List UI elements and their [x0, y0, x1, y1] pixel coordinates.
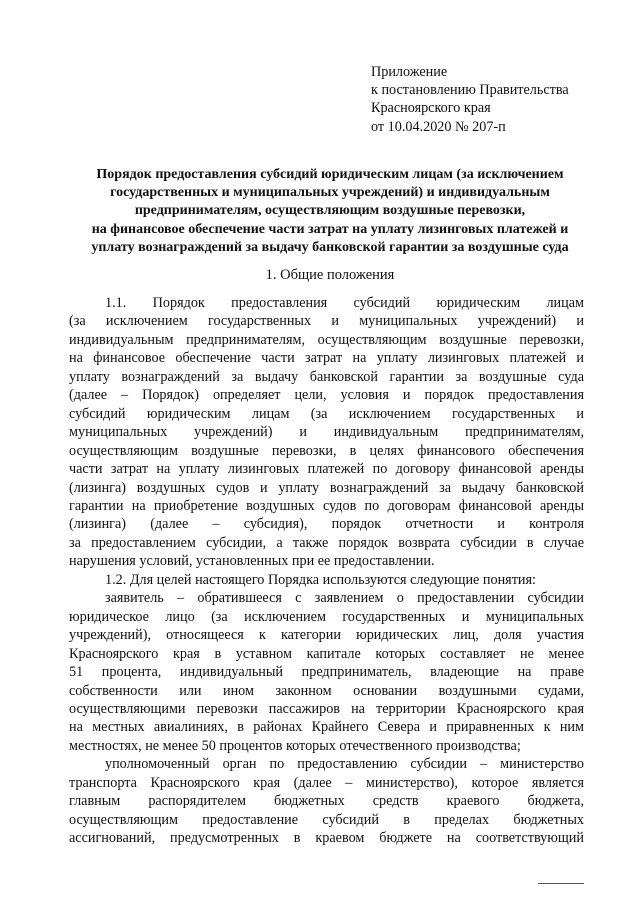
title-line: Порядок предоставления субсидий юридическим лицам (за исключением [96, 167, 564, 182]
paragraph-line: на местных авиалиниях, в районах Крайнего Севера и приравненных к ним [69, 719, 584, 736]
paragraph-line: (лизинга) воздушных судов и уплату вознаграждений за выдачу банковской [69, 479, 584, 496]
paragraph-line: 1.2. Для целей настоящего Порядка используются следующие понятия: [105, 571, 536, 588]
title-line: государственных и муниципальных учреждений) и индивидуальным [110, 185, 550, 201]
footnote-divider [538, 883, 584, 884]
paragraph-line: осуществляющим предоставление субсидий в пределах бюджетных [69, 811, 584, 828]
title-line: предпринимателям, осуществляющим воздушные перевозки, [134, 203, 526, 219]
paragraph-line: 51 процента, индивидуальный предприниматель, владеющие на праве [69, 664, 584, 681]
appendix-line: Красноярского края [371, 100, 491, 117]
title-line: на финансовое обеспечение части затрат на уплату лизинговых платежей и [91, 221, 569, 237]
paragraph-line: собственности или ином законном основании воздушными судами, [69, 682, 584, 699]
paragraph-line: осуществляющими перевозки пассажиров на территории Красноярского края [69, 700, 584, 717]
paragraph-line: индивидуальным предпринимателям, осуществляющим воздушные перевозки, [69, 331, 584, 348]
paragraph-line: на финансовое обеспечение части затрат на уплату лизинговых платежей и [69, 350, 584, 367]
paragraph-line: нарушения условий, установленных при ее предоставлении. [69, 553, 435, 570]
paragraph-line: (далее – Порядок) определяет цели, условия и порядок предоставления [69, 387, 584, 404]
appendix-line: Приложение [371, 64, 448, 80]
document-title [60, 166, 600, 257]
appendix-line: от 10.04.2020 № 207-п [371, 118, 506, 135]
paragraph-line: за предоставлением субсидии, а также порядок возврата субсидии в случае [69, 534, 584, 551]
paragraph-line: (за исключением государственных и муниципальных учреждений) и [69, 313, 584, 330]
paragraph-line: (лизинга) (далее – субсидия), порядок отчетности и контроля [69, 516, 584, 533]
paragraph-line: 1.1. Порядок предоставления субсидий юридическим лицам [105, 295, 584, 311]
paragraph-line: муниципальных учреждений) и индивидуальным предпринимателям, [69, 424, 584, 441]
paragraph-line: заявитель – обратившееся с заявлением о предоставлении субсидии [105, 590, 584, 607]
paragraph-line: главным распорядителем бюджетных средств краевого бюджета, [69, 793, 584, 810]
paragraph-line: гарантии на приобретение воздушных судов по договорам финансовой аренды [69, 497, 584, 514]
paragraph-line: юридическое лицо (за исключением государственных и муниципальных [69, 608, 584, 625]
appendix-block [371, 63, 569, 136]
paragraph-line: субсидий юридическим лицам (за исключением государственных и [69, 405, 584, 422]
section-heading: 1. Общие положения [265, 267, 395, 283]
paragraph-line: осуществляющим воздушные перевозки, в целях финансового обеспечения [69, 442, 584, 459]
document-body [69, 294, 584, 848]
paragraph-line: уполномоченный орган по предоставлению субсидии – министерство [105, 756, 584, 773]
paragraph-line: учреждений), относящееся к категории юридических лиц, доля участия [69, 627, 584, 644]
appendix-line: к постановлению Правительства [371, 82, 569, 99]
title-line: уплату вознаграждений за выдачу банковской гарантии за воздушные суда [91, 239, 569, 255]
paragraph-line: местностях, не менее 50 процентов которых отечественного производства; [69, 737, 521, 754]
paragraph-line: части затрат на уплату лизинговых платежей по договору финансовой аренды [69, 461, 584, 478]
paragraph-line: уплату вознаграждений за выдачу банковской гарантии за воздушные суда [69, 368, 584, 385]
paragraph-line: транспорта Красноярского края (далее – министерство), которое является [69, 774, 584, 791]
paragraph-line: ассигнований, предусмотренных в краевом бюджете на соответствующий [69, 830, 584, 847]
paragraph-line: Красноярского края в уставном капитале которых составляет не менее [69, 645, 584, 662]
